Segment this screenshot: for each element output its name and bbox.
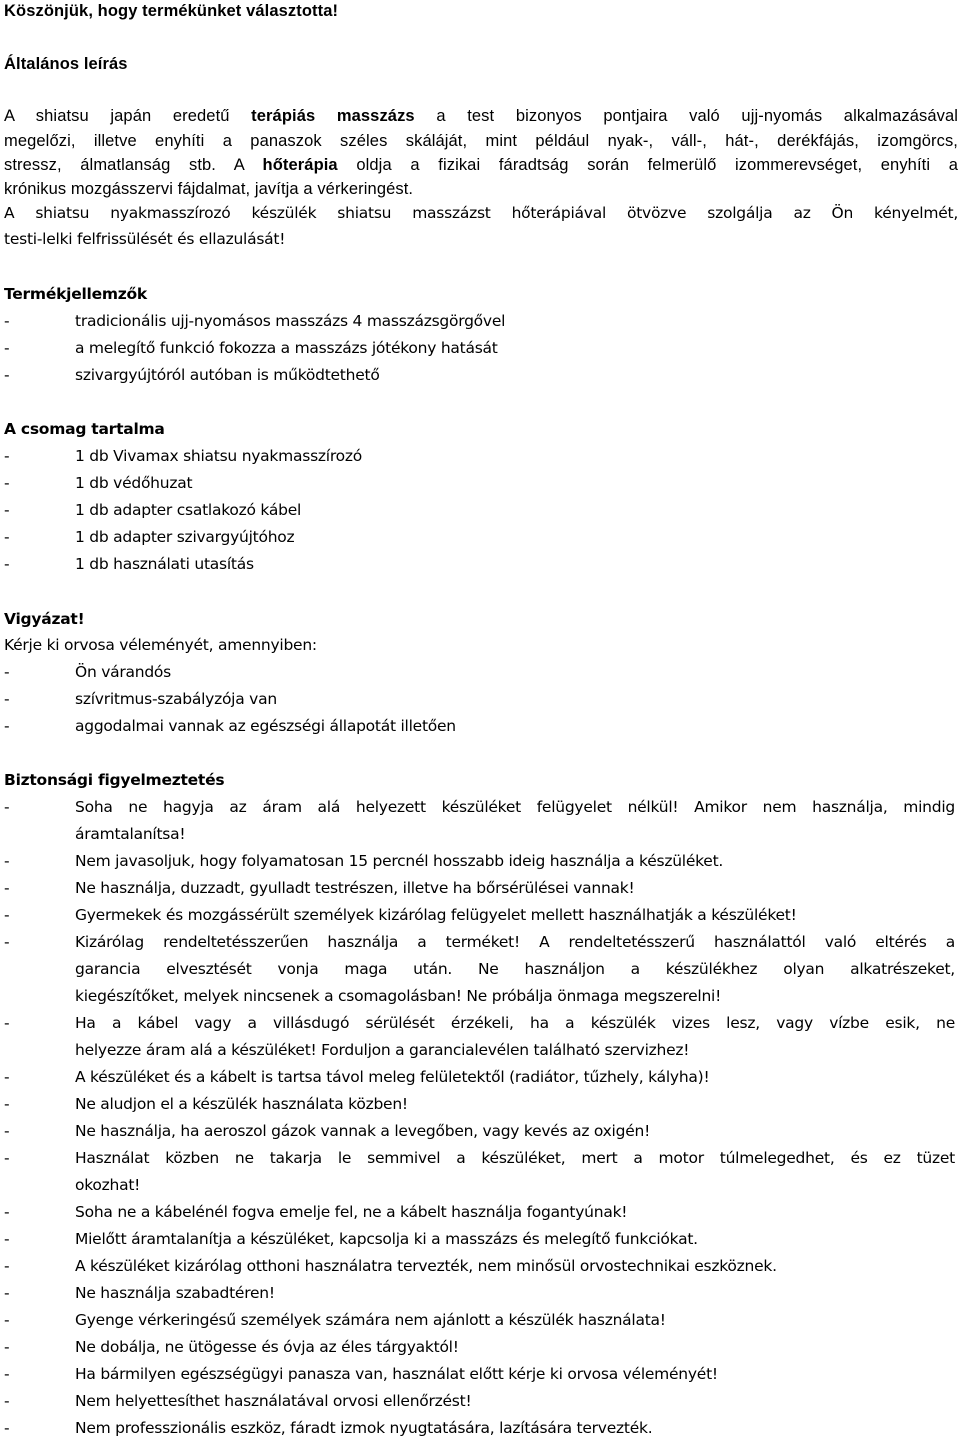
safety-item-text: kiegészítőket, melyek nincsenek a csomagolásban! Ne próbálja önmaga megszerelni! [75, 987, 722, 1005]
safety-item-text: áramtalanítsa! [75, 825, 186, 843]
bullet: - [4, 1338, 10, 1356]
bullet: - [4, 1203, 10, 1221]
bullet: - [4, 879, 10, 897]
bullet: - [4, 1095, 10, 1113]
list-item-text: a melegítő funkció fokozza a masszázs jótékony hatását [75, 339, 498, 357]
bullet: - [4, 717, 10, 735]
general-line-3 [4, 156, 958, 175]
page-title: Köszönjük, hogy termékünket választotta! [4, 2, 339, 20]
bullet: - [4, 339, 10, 357]
general-line-4: krónikus mozgásszervi fájdalmat, javítja a vérkeringést. [4, 180, 414, 198]
general-line-2: megelőzi, illetve enyhíti a panaszok széles skáláját, mint például nyak-, váll-, hát-, derékfájás, izomgörcs, [4, 132, 958, 150]
bullet: - [4, 501, 10, 519]
safety-item-text: Nem javasoljuk, hogy folyamatosan 15 percnél hosszabb ideig használja a készüléket. [75, 852, 724, 870]
bullet: - [4, 933, 10, 951]
bullet: - [4, 366, 10, 384]
bullet: - [4, 798, 10, 816]
list-item-text: 1 db Vivamax shiatsu nyakmasszírozó [75, 447, 362, 465]
bullet: - [4, 1014, 10, 1032]
bullet: - [4, 312, 10, 330]
safety-item-text: Ne használja, ha aeroszol gázok vannak a levegőben, vagy kevés az oxigén! [75, 1122, 651, 1140]
safety-item-text: Gyenge vérkeringésű személyek számára nem ajánlott a készülék használata! [75, 1311, 666, 1329]
safety-item-text: okozhat! [75, 1176, 141, 1194]
features-heading: Termékjellemzők [4, 285, 147, 303]
bullet: - [4, 1311, 10, 1329]
caution-heading: Vigyázat! [4, 610, 85, 628]
safety-heading: Biztonsági figyelmeztetés [4, 771, 225, 789]
safety-item-text: Ne használja szabadtéren! [75, 1284, 275, 1302]
safety-item-text: A készüléket és a kábelt is tartsa távol meleg felületektől (radiátor, tűzhely, kályha)! [75, 1068, 710, 1086]
bullet: - [4, 1257, 10, 1275]
caution-intro: Kérje ki orvosa véleményét, amennyiben: [4, 636, 317, 654]
bullet: - [4, 1149, 10, 1167]
safety-item-text: Ha bármilyen egészségügyi panasza van, használat előtt kérje ki orvosa véleményét! [75, 1365, 718, 1383]
list-item-text: szivargyújtóról autóban is működtethető [75, 366, 380, 384]
safety-item-text: Kizárólag rendeltetésszerűen használja a terméket! A rendeltetésszerű használattól való eltérés a [75, 933, 955, 951]
bullet: - [4, 1068, 10, 1086]
general-line-1 [4, 107, 958, 126]
general-text: oldja a fizikai fáradtság során felmerülő izommerevséget, enyhíti a [337, 156, 958, 174]
general-text: a test bizonyos pontjaira való ujj-nyomás alkalmazásával [414, 107, 959, 125]
safety-item-text: helyezze áram alá a készüléket! Forduljon a garancialevélen található szervizhez! [75, 1041, 690, 1059]
list-item-text: tradicionális ujj-nyomásos masszázs 4 masszázsgörgővel [75, 312, 506, 330]
bullet: - [4, 852, 10, 870]
safety-item-text: Ne dobálja, ne ütögesse és óvja az éles tárgyaktól! [75, 1338, 459, 1356]
general-text: stressz, álmatlanság stb. A [4, 156, 263, 174]
bullet: - [4, 528, 10, 546]
safety-item-text: Ha a kábel vagy a villásdugó sérülését érzékeli, ha a készülék vizes lesz, vagy vízbe esik, ne [75, 1014, 955, 1032]
bullet: - [4, 663, 10, 681]
package-heading: A csomag tartalma [4, 420, 165, 438]
bullet: - [4, 447, 10, 465]
bullet: - [4, 474, 10, 492]
list-item-text: 1 db adapter csatlakozó kábel [75, 501, 302, 519]
bullet: - [4, 1365, 10, 1383]
safety-item-text: Használat közben ne takarja le semmivel a készüléket, mert a motor túlmelegedhet, és ez tüzet [75, 1149, 955, 1167]
general-bold-therapy: terápiás masszázs [251, 107, 415, 125]
safety-item-text: A készüléket kizárólag otthoni használatra tervezték, nem minősül orvostechnikai eszköznek. [75, 1257, 777, 1275]
bullet: - [4, 1230, 10, 1248]
general-line-5: A shiatsu nyakmasszírozó készülék shiatsu masszázst hőterápiával ötvözve szolgálja az Ön kényelmét, [4, 204, 958, 222]
list-item-text: 1 db védőhuzat [75, 474, 193, 492]
safety-item-text: Ne aludjon el a készülék használata közben! [75, 1095, 408, 1113]
bullet: - [4, 1419, 10, 1437]
list-item-text: Ön várandós [75, 663, 171, 681]
bullet: - [4, 1284, 10, 1302]
safety-item-text: Ne használja, duzzadt, gyulladt testrészen, illetve ha bőrsérülései vannak! [75, 879, 635, 897]
general-bold-heat: hőterápia [262, 156, 338, 174]
list-item-text: 1 db használati utasítás [75, 555, 254, 573]
list-item-text: aggodalmai vannak az egészségi állapotát illetően [75, 717, 456, 735]
safety-item-text: Mielőtt áramtalanítja a készüléket, kapcsolja ki a masszázs és melegítő funkciókat. [75, 1230, 698, 1248]
safety-item-text: Nem professzionális eszköz, fáradt izmok nyugtatására, lazítására tervezték. [75, 1419, 653, 1437]
list-item-text: 1 db adapter szivargyújtóhoz [75, 528, 295, 546]
bullet: - [4, 906, 10, 924]
general-text: A shiatsu japán eredetű [4, 107, 252, 125]
bullet: - [4, 1122, 10, 1140]
safety-item-text: Soha ne a kábelénél fogva emelje fel, ne a kábelt használja fogantyúnak! [75, 1203, 628, 1221]
safety-item-text: Gyermekek és mozgássérült személyek kizárólag felügyelet mellett használhatják a készüléket! [75, 906, 797, 924]
general-heading: Általános leírás [4, 55, 128, 73]
list-item-text: szívritmus-szabályzója van [75, 690, 277, 708]
safety-item-text: garancia elvesztését vonja maga után. Ne használjon a készülékhez olyan alkatrészeket, [75, 960, 955, 978]
bullet: - [4, 555, 10, 573]
safety-item-text: Nem helyettesíthet használatával orvosi ellenőrzést! [75, 1392, 472, 1410]
bullet: - [4, 690, 10, 708]
safety-item-text: Soha ne hagyja az áram alá helyezett készüléket felügyelet nélkül! Amikor nem használja, mindig [75, 798, 955, 816]
general-line-6: testi-lelki felfrissülését és ellazulását! [4, 230, 286, 248]
bullet: - [4, 1392, 10, 1410]
